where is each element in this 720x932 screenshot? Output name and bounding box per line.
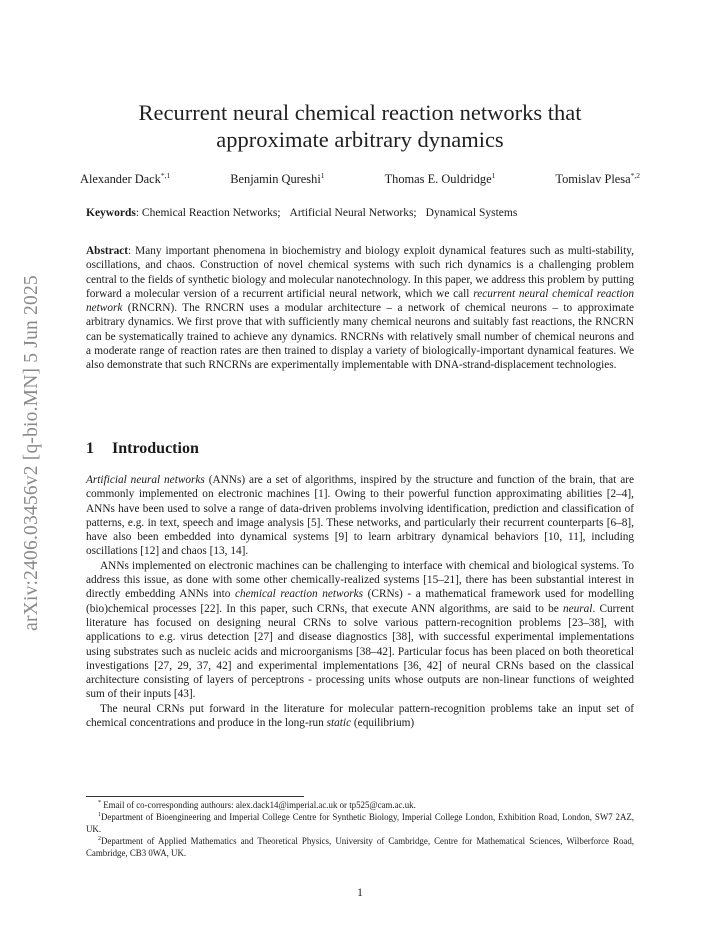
page-number: 1	[357, 887, 363, 899]
author-name: Alexander Dack	[80, 172, 161, 186]
author-name: Thomas E. Ouldridge	[384, 172, 492, 186]
keywords: Keywords: Chemical Reaction Networks; Artificial Neural Networks; Dynamical Systems	[86, 207, 518, 219]
emphasis: chemical reaction networks	[235, 588, 364, 601]
author-list	[80, 172, 640, 187]
abstract-emphasis: recurrent neural chemical reaction network	[86, 287, 634, 315]
footnote-text: Department of Bioengineering and Imperial College Centre for Synthetic Biology, Imperial College London, Exhibition Road, London, SW7 2AZ, UK.	[86, 812, 634, 834]
arxiv-identifier	[6, 248, 58, 658]
footnote-text: Email of co-corresponding authours: alex.dack14@imperial.ac.uk or tp525@cam.ac.uk.	[103, 800, 416, 810]
author-affiliation: *,2	[630, 170, 640, 180]
author	[385, 172, 496, 187]
paragraph	[86, 702, 634, 731]
abstract-label: Abstract	[86, 245, 129, 257]
section-number: 1	[86, 440, 94, 457]
emphasis: neural	[562, 602, 593, 615]
paragraph-text: (equilibrium)	[351, 717, 415, 730]
paragraph-text: . Current literature has focused on designing neural CRNs to solve various pattern-recognition problems [23–38], with applications to e.g. virus detection [27] and disease diagnostics [38], with successful experimental implementations using substrates such as nucleic acids and microorganisms [38–42]. Particular focus has been placed on both theoretical investigations [27, 29, 37, 42] and experimental implementations [36, 42] of neural CRNs based on the classical architecture consisting of layers of perceptrons - processing units whose outputs are non-linear functions of weighted sum of their inputs [43].	[86, 602, 634, 701]
author-affiliation: *,1	[160, 170, 171, 180]
author	[80, 172, 170, 187]
paragraph-text: (ANNs) are a set of algorithms, inspired by the structure and function of the brain, that are commonly implemented on electronic machines [1]. Owing to their powerful function approximating abilities [2–4], ANNs have been used to solve a range of data-driven problems involving identification, prediction and classification of patterns, e.g. in text, speech and image analysis [5]. These networks, and particularly their recurrent counterparts [6–8], have also been embedded into dynamical systems [9] to learn arbitrary dynamical behaviors [10, 11], including oscillations [12] and chaos [13, 14].	[86, 474, 634, 558]
section-title: Introduction	[112, 440, 199, 457]
author	[555, 172, 640, 187]
arxiv-identifier-text: arXiv:2406.03456v2 [q-bio.MN] 5 Jun 2025	[21, 275, 42, 631]
keywords-label: Keywords	[86, 207, 136, 219]
title-line-1: Recurrent neural chemical reaction networks that	[138, 100, 582, 125]
keyword: Dynamical Systems	[425, 207, 518, 219]
author-affiliation: 1	[491, 170, 496, 180]
author-affiliation: 1	[320, 170, 325, 180]
paragraph	[86, 473, 634, 559]
footnotes	[86, 799, 634, 859]
emphasis: static	[326, 717, 352, 730]
paragraph-text: The neural CRNs put forward in the literature for molecular pattern-recognition problems take an input set of chemical concentrations and produce in the long-run	[86, 702, 634, 730]
footnote-affiliation-1: $^1$Department of Bioengineering and Imperial College Centre for Synthetic Biology, Imperial College London, Exhibition Road, London, SW7 2AZ, UK.	[86, 812, 634, 834]
footnote-corresponding: * Email of co-corresponding authours: alex.dack14@imperial.ac.uk or tp525@cam.ac.uk.	[98, 800, 416, 810]
paper-title	[84, 99, 636, 153]
abstract-text: : Many important phenomena in biochemistry and biology exploit dynamical features such as multi-stability, oscillations, and chaos. Construction of novel chemical systems with such rich dynamics is a challenging problem central to the fields of synthetic biology and molecular nanotechnology. In this paper, we address this problem by putting forward a molecular version of a recurrent artificial neural network, which we call	[86, 245, 634, 300]
footnote-affiliation-2: $^2$Department of Applied Mathematics and Theoretical Physics, University of Cambridge, Centre for Mathematical Sciences, Wilberforce Road, Cambridge, CB3 0WA, UK.	[86, 836, 634, 858]
title-line-2: approximate arbitrary dynamics	[216, 127, 504, 152]
keyword: Artificial Neural Networks;	[289, 207, 417, 219]
abstract	[86, 244, 634, 373]
paragraph-text: (CRNs) - a mathematical framework used for modelling (bio)chemical processes [22]. In this paper, such CRNs, that execute ANN algorithms, are said to be	[86, 588, 634, 615]
author-name: Tomislav Plesa	[555, 172, 631, 186]
paragraph	[86, 559, 634, 702]
paragraph-text: ANNs implemented on electronic machines can be challenging to interface with chemical and biological systems. To address this issue, as done with some other chemically-realized systems [15–21], there has been substantial interest in directly embedding ANNs into	[86, 559, 634, 601]
introduction-body	[86, 473, 634, 730]
author	[230, 172, 324, 187]
author-name: Benjamin Qureshi	[230, 172, 321, 186]
emphasis: Artificial neural networks	[86, 474, 205, 486]
abstract-text: (RNCRN). The RNCRN uses a modular architecture – a network of chemical neurons – to approximate arbitrary dynamics. We first prove that with sufficiently many chemical neurons and suitably fast reactions, the RNCRN can be systematically trained to achieve any dynamics. RNCRNs with relatively small number of chemical neurons and a moderate range of reaction rates are then trained to display a variety of biologically-important dynamical features. We also demonstrate that such RNCRNs are experimentally implementable with DNA-strand-displacement technologies.	[86, 302, 634, 372]
footnote-rule	[86, 796, 304, 797]
footnote-text: Department of Applied Mathematics and Theoretical Physics, University of Cambridge, Centre for Mathematical Sciences, Wilberforce Road, Cambridge, CB3 0WA, UK.	[86, 836, 634, 858]
keyword: Chemical Reaction Networks;	[141, 207, 281, 219]
section-heading	[86, 440, 199, 458]
